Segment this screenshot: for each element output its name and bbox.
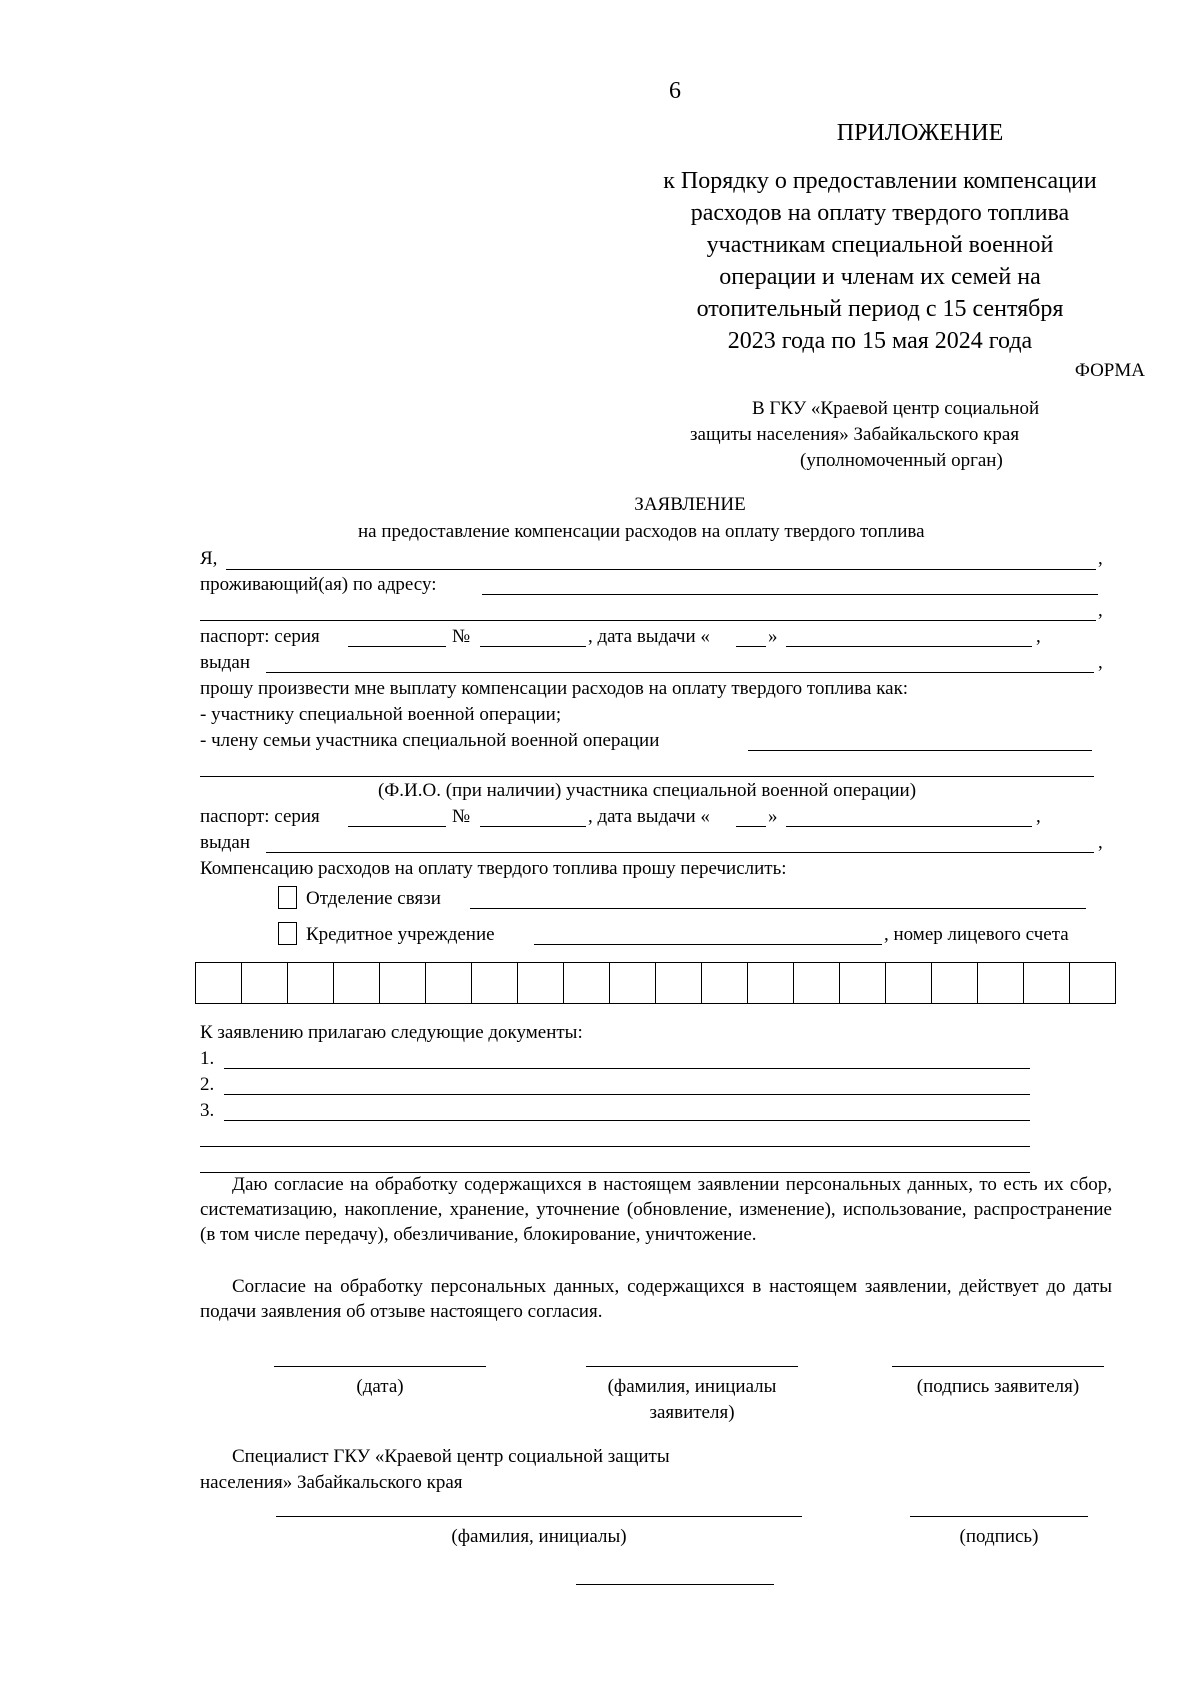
date-line[interactable] [274,1366,486,1367]
issue-month-year-line[interactable] [786,646,1032,647]
specialist-signature-caption: (подпись) [959,1526,1039,1547]
fio-caption: (Ф.И.О. (при наличии) участника специальной военной операции) [377,780,917,801]
applicant-name-caption-1: (фамилия, инициалы [607,1376,777,1397]
credit-org-label: Кредитное учреждение [306,924,495,945]
comma: , [1036,806,1041,827]
form-label: ФОРМА [1074,360,1145,381]
consent-paragraph-1: Даю согласие на обработку содержащихся в настоящем заявлении персональных данных, то есть их сбор, систематизацию, накопление, хранение, уточнение (обновление, изменение), использование, распространение (в том числе передачу), обезличивание, блокирование, уничтожение. [200,1174,1112,1245]
document-item-3-line[interactable] [224,1120,1030,1121]
passport-series-label: паспорт: серия [200,626,320,647]
account-number-grid[interactable] [195,962,1116,1004]
account-digit-cell[interactable] [794,962,840,1004]
account-digit-cell[interactable] [472,962,518,1004]
addressee-line-1: В ГКУ «Краевой центр социальной [752,398,1040,419]
issue-day-line[interactable] [736,646,766,647]
document-item-1-number: 1. [200,1048,215,1069]
account-digit-cell[interactable] [1024,962,1070,1004]
comma: , [1098,600,1103,621]
option-family-member: - члену семьи участника специальной военной операции [200,730,660,751]
addressee-line-3: (уполномоченный орган) [800,450,1003,471]
issue-date-close-2: » [768,806,778,827]
account-digit-cell[interactable] [840,962,886,1004]
participant-fio-line-1[interactable] [748,750,1092,751]
appendix-line-3: участникам специальной военной [706,232,1054,258]
fullname-line[interactable] [226,569,1096,570]
credit-org-checkbox[interactable] [278,922,297,945]
documents-heading: К заявлению прилагаю следующие документы: [200,1022,583,1043]
participant-fio-line-2[interactable] [200,776,1094,777]
ya-label: Я, [200,548,218,569]
account-digit-cell[interactable] [748,962,794,1004]
applicant-name-caption-2: заявителя) [649,1402,735,1423]
specialist-name-line[interactable] [276,1516,802,1517]
address-label: проживающий(ая) по адресу: [200,574,437,595]
document-extra-line-1[interactable] [200,1146,1030,1147]
account-digit-cell[interactable] [610,962,656,1004]
account-digit-cell[interactable] [702,962,748,1004]
consent-paragraph-2: Согласие на обработку персональных данных, содержащихся в настоящем заявлении, действует до даты подачи заявления об отзыве настоящего согласия. [200,1276,1112,1322]
post-office-line[interactable] [470,908,1086,909]
appendix-title: ПРИЛОЖЕНИЕ [836,120,1004,146]
account-digit-cell[interactable] [196,962,242,1004]
appendix-line-5: отопительный период с 15 сентября [696,296,1064,322]
account-digit-cell[interactable] [886,962,932,1004]
account-digit-cell[interactable] [380,962,426,1004]
date-caption: (дата) [356,1376,404,1397]
issued-by-label: выдан [200,652,251,673]
specialist-line-1: Специалист ГКУ «Краевой центр социальной защиты [232,1446,670,1467]
comma: , [1098,652,1103,673]
appendix-line-1: к Порядку о предоставлении компенсации [663,168,1097,194]
issue-date-label-2: , дата выдачи « [588,806,710,827]
address-line-2[interactable] [200,620,1096,621]
issue-date-label: , дата выдачи « [588,626,710,647]
account-digit-cell[interactable] [242,962,288,1004]
appendix-line-4: операции и членам их семей на [719,264,1041,290]
document-item-3-number: 3. [200,1100,215,1121]
account-digit-cell[interactable] [978,962,1024,1004]
passport-series-label-2: паспорт: серия [200,806,320,827]
request-text: прошу произвести мне выплату компенсации расходов на оплату твердого топлива как: [200,678,909,699]
account-digit-cell[interactable] [656,962,702,1004]
passport-number-line[interactable] [480,646,586,647]
account-digit-cell[interactable] [518,962,564,1004]
specialist-line-2: населения» Забайкальского края [200,1472,463,1493]
post-office-checkbox[interactable] [278,886,297,909]
issued-by-line-2[interactable] [266,852,1094,853]
issued-by-line[interactable] [266,672,1094,673]
comma: , [1098,832,1103,853]
passport-number-line-2[interactable] [480,826,586,827]
option-participant: - участнику специальной военной операции; [200,704,562,725]
document-item-2-number: 2. [200,1074,215,1095]
address-line-1[interactable] [482,594,1098,595]
specialist-signature-line[interactable] [910,1516,1088,1517]
account-digit-cell[interactable] [564,962,610,1004]
application-title: ЗАЯВЛЕНИЕ [634,494,746,515]
number-sign-2: № [452,806,471,827]
appendix-line-6: 2023 года по 15 мая 2024 года [727,328,1033,354]
account-digit-cell[interactable] [932,962,978,1004]
transfer-text: Компенсацию расходов на оплату твердого топлива прошу перечислить: [200,858,787,879]
page-number: 6 [669,78,681,104]
account-digit-cell[interactable] [426,962,472,1004]
issue-date-close: » [768,626,778,647]
specialist-name-caption: (фамилия, инициалы) [451,1526,627,1547]
application-subtitle: на предоставление компенсации расходов на оплату твердого топлива [358,521,925,542]
account-digit-cell[interactable] [334,962,380,1004]
document-item-1-line[interactable] [224,1068,1030,1069]
applicant-signature-caption: (подпись заявителя) [916,1376,1080,1397]
account-digit-cell[interactable] [1070,962,1116,1004]
passport-series-line[interactable] [348,646,446,647]
credit-org-line[interactable] [534,944,882,945]
document-item-2-line[interactable] [224,1094,1030,1095]
addressee-line-2: защиты населения» Забайкальского края [690,424,1020,445]
issued-by-label-2: выдан [200,832,251,853]
issue-month-year-line-2[interactable] [786,826,1032,827]
bottom-divider [576,1584,774,1585]
comma: , [1036,626,1041,647]
applicant-signature-line[interactable] [892,1366,1104,1367]
comma: , [1098,548,1103,569]
applicant-name-line[interactable] [586,1366,798,1367]
account-number-label: , номер лицевого счета [884,924,1069,945]
number-sign: № [452,626,471,647]
account-digit-cell[interactable] [288,962,334,1004]
appendix-line-2: расходов на оплату твердого топлива [690,200,1070,226]
post-office-label: Отделение связи [306,888,441,909]
issue-day-line-2[interactable] [736,826,766,827]
passport-series-line-2[interactable] [348,826,446,827]
